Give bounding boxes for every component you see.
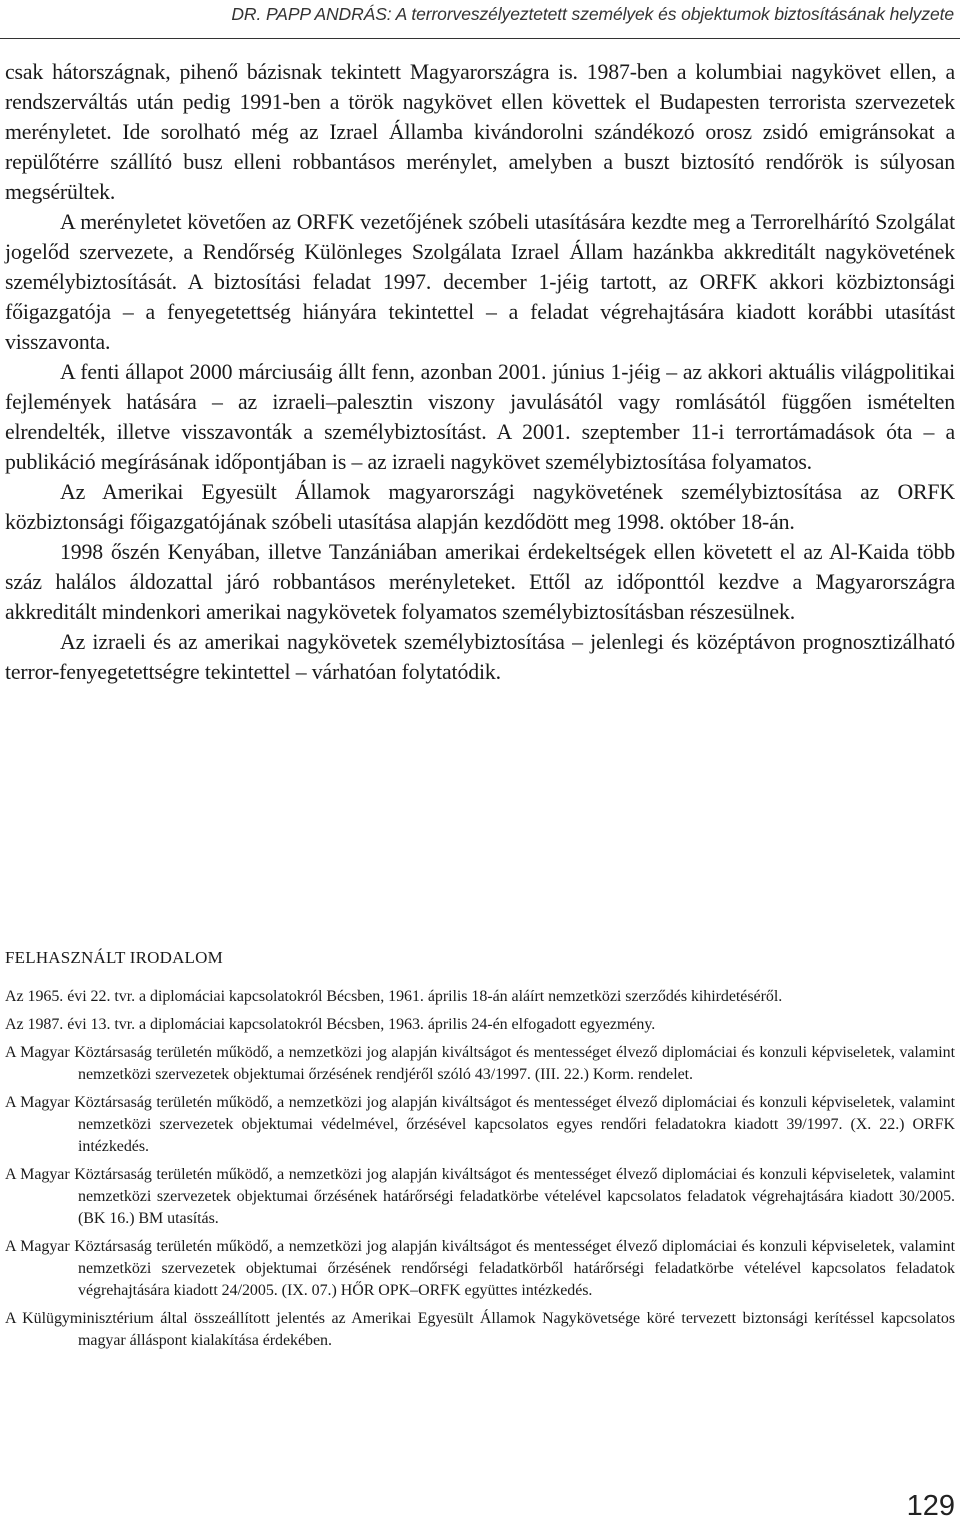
reference-item: A Magyar Köztársaság területén működő, a nemzetközi jog alapján kiváltságot és mentességet élvező diplomáciai és konzuli képviseletek, valamint nemzetközi szervezetek objektumai őrzésének határőrségi feladatkörbe vételével kapcsolatos feladatok végrehajtására kiadott 30/2005. (BK 16.) BM utasítás. [5,1166,955,1227]
main-text [5,57,955,687]
body-paragraph: A fenti állapot 2000 márciusáig állt fenn, azonban 2001. június 1-jéig – az akkori aktuális világpolitikai fejlemények hatására – az izraeli–palesztin viszony javulásától vagy romlásától függően ismételten elrendelték, illetve visszavonták a személybiztosítást. A 2001. szeptember 11-i terrortámadások óta – a publikáció megírásának időpontjában is – az izraeli nagykövet személybiztosítása folyamatos. [5,360,955,474]
reference-item: A Magyar Köztársaság területén működő, a nemzetközi jog alapján kiváltságot és mentességet élvező diplomáciai és konzuli képviseletek, valamint nemzetközi szervezetek objektumai őrzésének rendjéről szóló 43/1997. (III. 22.) Korm. rendelet. [5,1044,955,1083]
reference-item: A Magyar Köztársaság területén működő, a nemzetközi jog alapján kiváltságot és mentességet élvező diplomáciai és konzuli képviseletek, valamint nemzetközi szervezetek objektumai védelmével, őrzésével kapcsolatos egyes rendőri feladatokra kiadott 39/1997. (X. 22.) ORFK intézkedés. [5,1094,955,1155]
body-paragraph: csak hátországnak, pihenő bázisnak tekintett Magyarországra is. 1987-ben a kolumbiai nagykövet ellen, a rendszerváltás után pedig 1991-ben a török nagykövet ellen követtek el Budapesten terrorista szervezetek merényletet. Ide sorolható még az Izrael Államba kivándorolni szándékozó orosz zsidó emigránsokat a repülőtérre szállító busz elleni robbantásos merénylet, amelyben a buszt biztosító rendőrök is súlyosan megsérültek. [5,60,955,204]
body-paragraph: Az Amerikai Egyesült Államok magyarországi nagykövetének személybiztosítása az ORFK közbiztonsági főigazgatójának szóbeli utasítása alapján kezdődött meg 1998. október 18-án. [5,480,955,534]
body-paragraph: Az izraeli és az amerikai nagykövetek személybiztosítása – jelenlegi és középtávon prognosztizálható terror-fenyegetettségre tekintettel – várhatóan folytatódik. [5,630,955,684]
running-header: DR. PAPP ANDRÁS: A terrorveszélyeztetett személyek és objektumok biztosításának helyzete [231,4,954,24]
body-paragraph: A merényletet követően az ORFK vezetőjének szóbeli utasítására kezdte meg a Terrorelhárító Szolgálat jogelőd szervezete, a Rendőrség Különleges Szolgálata Izrael Állam hazánkba akkreditált nagykövetének személybiztosítását. A biztosítási feladat 1997. december 1-jéig tartott, az ORFK akkori közbiztonsági főigazgatója – a fenyegetettség hiányára tekintettel – a feladat végrehajtására kiadott korábbi utasítást visszavonta. [5,210,955,354]
bibliography-section [5,948,955,1358]
reference-item: Az 1987. évi 13. tvr. a diplomáciai kapcsolatokról Bécsben, 1963. április 24-én elfogadott egyezmény. [5,1016,656,1033]
reference-item: Az 1965. évi 22. tvr. a diplomáciai kapcsolatokról Bécsben, 1961. április 18-án aláírt nemzetközi szerződés kihirdetéséről. [5,988,783,1005]
page-number: 129 [906,1490,955,1522]
body-paragraph: 1998 őszén Kenyában, illetve Tanzániában amerikai érdekeltségek ellen követett el az Al-Kaida több száz halálos áldozattal járó robbantásos merényleteket. Ettől az időponttól kezdve a Magyarországra akkreditált mindenkori amerikai nagykövetek folyamatos személybiztosításban részesülnek. [5,540,955,624]
header-divider [0,38,960,39]
reference-item: A Magyar Köztársaság területén működő, a nemzetközi jog alapján kiváltságot és mentességet élvező diplomáciai és konzuli képviseletek, valamint nemzetközi szervezetek objektumai őrzésének rendőrségi feladatkörből határőrségi feladatkörbe vételével kapcsolatos feladatok végrehajtására kiadott 24/2005. (IX. 07.) HŐR OPK–ORFK együttes intézkedés. [5,1238,955,1299]
reference-item: A Külügyminisztérium által összeállított jelentés az Amerikai Egyesült Államok Nagykövetsége köré tervezett biztonsági kerítéssel kapcsolatos magyar álláspont kialakítása érdekében. [5,1310,955,1349]
bibliography-heading: FELHASZNÁLT IRODALOM [5,948,223,967]
